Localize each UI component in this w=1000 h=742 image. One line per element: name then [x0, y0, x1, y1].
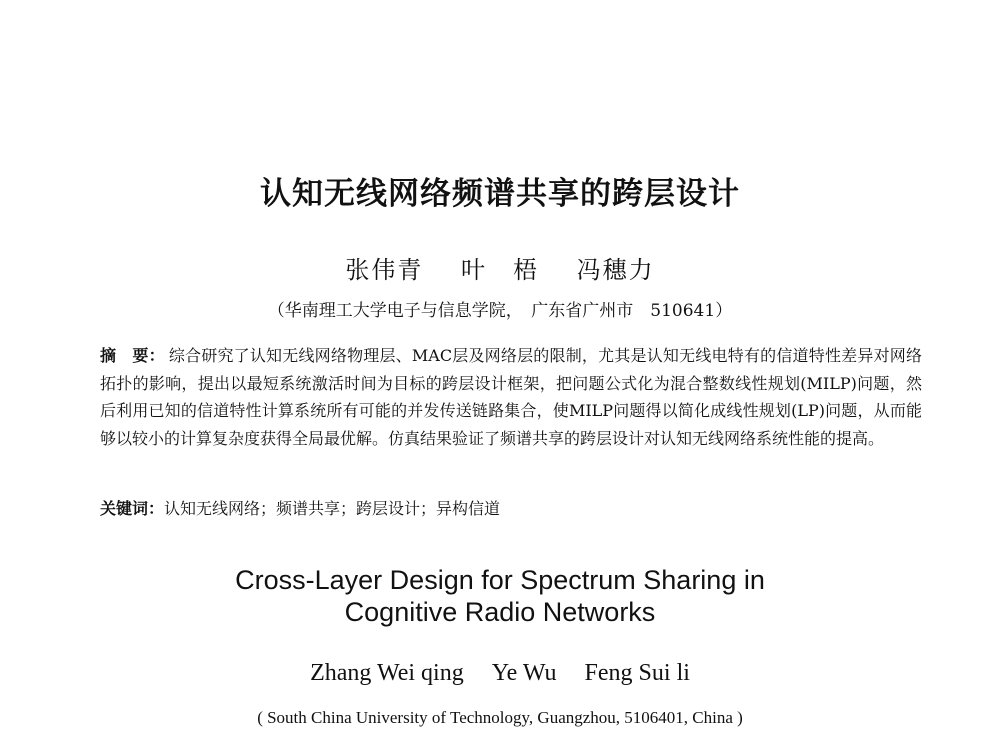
affiliation-en: ( South China University of Technology, Guangzhou, 5106401, China ) — [257, 708, 743, 727]
authors-en — [0, 660, 1000, 687]
author-en: Ye Wu — [491, 660, 557, 686]
author-cn: 冯穗力 — [576, 256, 655, 284]
keywords-label: 关键词： — [100, 499, 165, 518]
abstract-label: 摘 要： — [100, 346, 165, 365]
title-en-line: Cognitive Radio Networks — [344, 597, 656, 627]
keywords-text: 认知无线网络；频谱共享；跨层设计；异构信道 — [164, 499, 501, 518]
authors-cn — [0, 250, 1000, 285]
author-en: Zhang Wei qing — [310, 660, 464, 686]
keywords-cn — [100, 497, 922, 521]
author-en: Feng Sui li — [584, 660, 690, 686]
author-cn: 叶 梧 — [461, 256, 539, 284]
affiliation-cn: （华南理工大学电子与信息学院， 广东省广州市 510641） — [267, 301, 733, 321]
abstract-cn — [100, 342, 922, 452]
abstract-text: 综合研究了认知无线网络物理层、MAC层及网络层的限制，尤其是认知无线电特有的信道特性差异对网络拓扑的影响，提出以最短系统激活时间为目标的跨层设计框架，把问题公式化为混合整数线性规划(MILP)问题，然后利用已知的信道特性计算系统所有可能的并发传送链路集合，使MILP问题得以简化成线性规划(LP)问题，从而能够以较小的计算复杂度获得全局最优解。仿真结果验证了频谱共享的跨层设计对认知无线网络系统性能的提高。 — [100, 346, 922, 448]
paper-title-en — [0, 564, 1000, 628]
paper-title-cn: 认知无线网络频谱共享的跨层设计 — [260, 176, 740, 212]
author-cn: 张伟青 — [345, 256, 424, 284]
title-en-line: Cross-Layer Design for Spectrum Sharing in — [235, 565, 765, 595]
